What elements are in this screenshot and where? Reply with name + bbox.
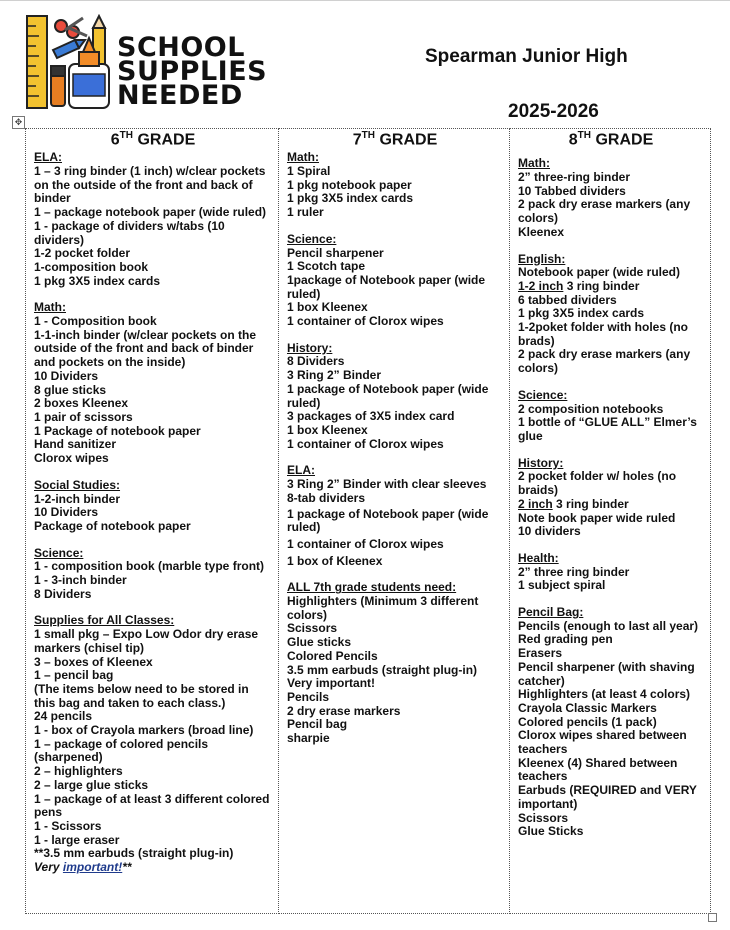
list-item: 1 - Composition book bbox=[34, 314, 157, 329]
list-item: 1 ruler bbox=[287, 205, 324, 220]
list-item: 1-composition book bbox=[34, 259, 148, 274]
list-item: 1-1-inch binder (w/clear pockets on the outside of the front and back of binder and pockets on the inside) bbox=[34, 327, 257, 370]
supplies-table bbox=[25, 128, 711, 914]
list-item: 10 Dividers bbox=[34, 505, 99, 520]
section-title: Math: bbox=[34, 300, 66, 315]
list-item: **3.5 mm earbuds (straight plug-in) bbox=[34, 846, 234, 861]
section-title: English: bbox=[518, 251, 566, 266]
list-item: 1 container of Clorox wipes bbox=[287, 314, 444, 329]
list-item: 3 – boxes of Kleenex bbox=[34, 654, 153, 669]
list-item: Kleenex (4) Shared between teachers bbox=[518, 755, 678, 784]
list-item: Highlighters (at least 4 colors) bbox=[518, 687, 691, 702]
list-item: Pencils bbox=[287, 689, 330, 704]
list-item: 24 pencils bbox=[34, 709, 93, 724]
school-supplies-logo bbox=[25, 14, 275, 110]
list-item: 1 Spiral bbox=[287, 164, 331, 179]
section-title: Science: bbox=[518, 387, 568, 402]
list-item: Earbuds (REQUIRED and VERY important) bbox=[518, 783, 697, 811]
list-item: Kleenex bbox=[518, 224, 565, 239]
list-item: 3 Ring 2” Binder bbox=[287, 368, 382, 383]
list-item: 1package of Notebook paper (wide ruled) bbox=[287, 272, 486, 301]
list-item: 1 pair of scissors bbox=[34, 409, 133, 424]
grade-7-heading: 7TH GRADE bbox=[352, 130, 438, 149]
list-item: Hand sanitizer bbox=[34, 437, 117, 452]
list-item: 1 – package of at least 3 different colored pens bbox=[34, 791, 270, 820]
list-item: 1 - 3-inch binder bbox=[34, 573, 127, 588]
list-item: 1 pkg notebook paper bbox=[287, 177, 412, 192]
section-title: Supplies for All Classes: bbox=[34, 613, 175, 628]
list-item: 1 - large eraser bbox=[34, 832, 120, 847]
list-item: Crayola Classic Markers bbox=[518, 700, 657, 715]
list-item: 2 pack dry erase markers (any colors) bbox=[518, 347, 691, 376]
list-item: 1-2 pocket folder bbox=[34, 246, 131, 261]
list-item: Pencil bag bbox=[287, 717, 348, 732]
list-item: Clorox wipes bbox=[34, 451, 109, 466]
list-item: 2 pack dry erase markers (any colors) bbox=[518, 197, 691, 226]
list-item: 1 subject spiral bbox=[518, 578, 606, 593]
table-resize-handle[interactable] bbox=[708, 913, 717, 922]
section-title: Pencil Bag: bbox=[518, 605, 584, 620]
list-item: 1 pkg 3X5 index cards bbox=[518, 306, 645, 321]
section-title: Social Studies: bbox=[34, 477, 121, 492]
page-top-border bbox=[0, 0, 730, 1]
list-item: 1 box Kleenex bbox=[287, 300, 368, 315]
list-item: 1 – package notebook paper (wide ruled) bbox=[34, 205, 267, 220]
list-item: sharpie bbox=[287, 731, 330, 746]
section-title: ALL 7th grade students need: bbox=[287, 580, 457, 595]
list-item: 1 pkg 3X5 index cards bbox=[287, 191, 414, 206]
school-name: Spearman Junior High bbox=[425, 46, 628, 67]
list-item: Notebook paper (wide ruled) bbox=[518, 265, 681, 280]
list-item: 8 glue sticks bbox=[34, 382, 107, 397]
list-item: 8 Dividers bbox=[34, 586, 92, 601]
list-item: 6 tabbed dividers bbox=[518, 292, 617, 307]
list-item: Note book paper wide ruled bbox=[518, 510, 676, 525]
list-item: Very important!** bbox=[34, 860, 132, 875]
list-item: Package of notebook paper bbox=[34, 518, 191, 533]
list-item: 1-2poket folder with holes (no brads) bbox=[518, 320, 689, 348]
section-title: Science: bbox=[287, 231, 337, 246]
list-item: 2” three-ring binder bbox=[518, 170, 631, 185]
list-item: 1 – 3 ring binder (1 inch) w/clear pockets on the outside of the front and back of binder bbox=[34, 164, 266, 206]
list-item: 2 pocket folder w/ holes (no braids) bbox=[518, 469, 677, 498]
list-item: 3 packages of 3X5 index card bbox=[287, 409, 455, 424]
list-item: 2 boxes Kleenex bbox=[34, 396, 129, 411]
list-item: 2 inch 3 ring binder bbox=[518, 496, 629, 511]
list-item: 1 – pencil bag bbox=[34, 668, 114, 683]
section-title: Math: bbox=[518, 156, 550, 171]
section-title: ELA: bbox=[287, 463, 315, 478]
section-title: Health: bbox=[518, 550, 559, 565]
list-item: Pencils (enough to last all year) bbox=[518, 618, 699, 633]
section-title: Math: bbox=[287, 150, 319, 165]
list-item: 1 container of Clorox wipes bbox=[287, 436, 444, 451]
section-title: Science: bbox=[34, 545, 84, 560]
list-item: Erasers bbox=[518, 646, 563, 661]
list-item: 1 small pkg – Expo Low Odor dry erase markers (chisel tip) bbox=[34, 627, 259, 655]
list-item: 1 package of Notebook paper (wide ruled) bbox=[287, 506, 489, 535]
list-item: 1 - box of Crayola markers (broad line) bbox=[34, 723, 254, 738]
list-item: 1 - package of dividers w/tabs (10 dividers) bbox=[34, 218, 225, 247]
list-item: Very important! bbox=[287, 676, 376, 691]
list-item: 1-2 inch 3 ring binder bbox=[518, 278, 640, 293]
list-item: 1 - composition book (marble type front) bbox=[34, 559, 265, 574]
grade-6-heading: 6TH GRADE bbox=[110, 130, 196, 149]
table-move-handle-icon[interactable]: ✥ bbox=[12, 116, 25, 129]
grade-8-column bbox=[510, 129, 711, 914]
section-title: History: bbox=[518, 455, 564, 470]
section-title: ELA: bbox=[34, 150, 62, 165]
list-item: Scissors bbox=[287, 621, 338, 636]
section-title: History: bbox=[287, 340, 333, 355]
list-item: Glue sticks bbox=[287, 635, 352, 650]
school-year: 2025-2026 bbox=[508, 101, 599, 122]
grade-8-heading: 8TH GRADE bbox=[568, 130, 654, 149]
list-item: Scissors bbox=[518, 810, 569, 825]
logo-word-supplies: SUPPLIES bbox=[117, 56, 268, 87]
list-item: Colored pencils (1 pack) bbox=[518, 714, 657, 729]
list-item: Colored Pencils bbox=[287, 648, 378, 663]
list-item: Pencil sharpener bbox=[287, 245, 384, 260]
logo-word-school: SCHOOL bbox=[117, 32, 245, 63]
list-item: 2 composition notebooks bbox=[518, 401, 664, 416]
list-item: 10 Dividers bbox=[34, 368, 99, 383]
logo-word-needed: NEEDED bbox=[117, 80, 243, 111]
list-item: 1 - Scissors bbox=[34, 818, 102, 833]
list-item: 2” three ring binder bbox=[518, 564, 630, 579]
grade-7-column bbox=[279, 129, 510, 914]
list-item: 10 dividers bbox=[518, 524, 581, 539]
list-item: 1 package of Notebook paper (wide ruled) bbox=[287, 381, 489, 410]
list-item: 1 – package of colored pencils (sharpened) bbox=[34, 736, 209, 765]
list-item: Red grading pen bbox=[518, 632, 613, 647]
list-item: 2 dry erase markers bbox=[287, 703, 401, 718]
list-item: 3.5 mm earbuds (straight plug-in) bbox=[287, 662, 478, 677]
list-item: (The items below need to be stored in this bag and taken to each class.) bbox=[34, 681, 249, 710]
grade-6-column bbox=[26, 129, 279, 914]
list-item: 1 box of Kleenex bbox=[287, 553, 383, 568]
list-item: Highlighters (Minimum 3 different colors) bbox=[287, 594, 479, 622]
list-item: 8-tab dividers bbox=[287, 490, 366, 505]
list-item: 1 Scotch tape bbox=[287, 259, 366, 274]
list-item: 1 container of Clorox wipes bbox=[287, 536, 444, 551]
list-item: 2 – highlighters bbox=[34, 764, 123, 779]
logo-text bbox=[117, 32, 268, 111]
list-item: 1-2-inch binder bbox=[34, 491, 121, 506]
list-item: 8 Dividers bbox=[287, 354, 345, 369]
list-item: 1 Package of notebook paper bbox=[34, 423, 201, 438]
list-item: Glue Sticks bbox=[518, 824, 584, 839]
list-item: 1 box Kleenex bbox=[287, 422, 368, 437]
list-item: 10 Tabbed dividers bbox=[518, 183, 626, 198]
list-item: Clorox wipes shared between teachers bbox=[518, 728, 687, 757]
list-item: 1 bottle of “GLUE ALL” Elmer’s glue bbox=[518, 415, 697, 443]
list-item: 1 pkg 3X5 index cards bbox=[34, 273, 161, 288]
list-item: 3 Ring 2” Binder with clear sleeves bbox=[287, 477, 487, 492]
list-item: 2 – large glue sticks bbox=[34, 777, 149, 792]
list-item: Pencil sharpener (with shaving catcher) bbox=[518, 659, 695, 688]
